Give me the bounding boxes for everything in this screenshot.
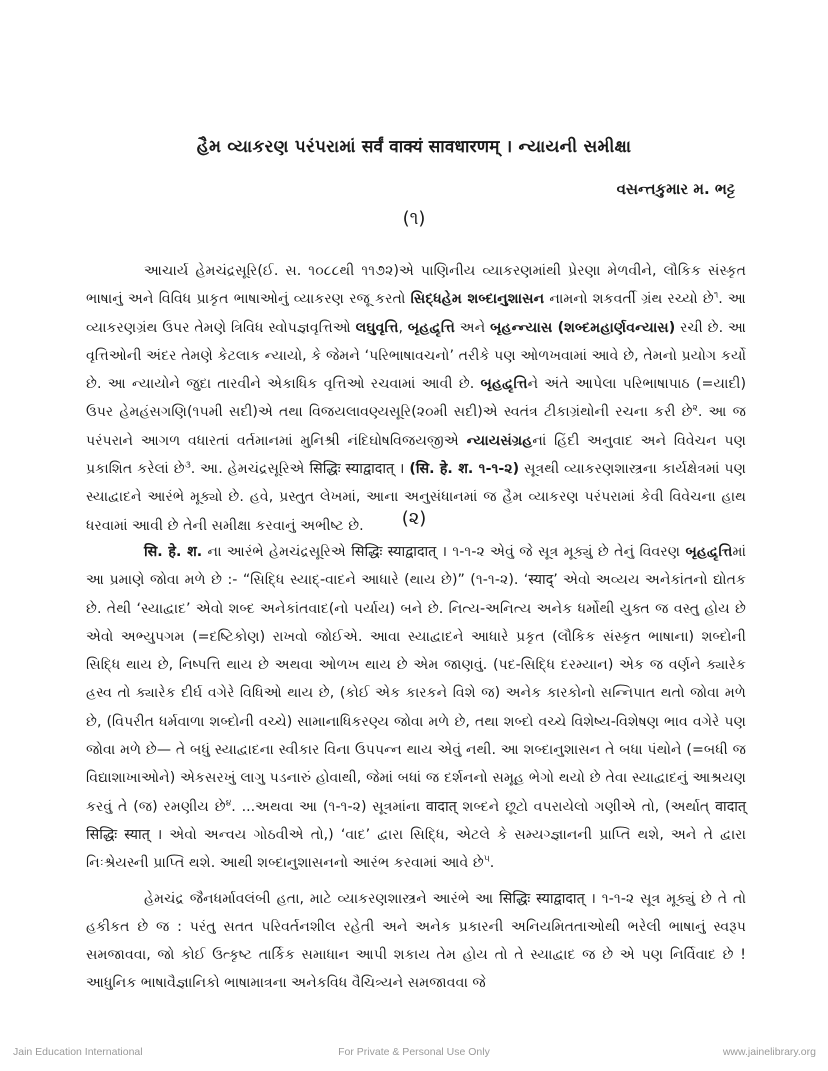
section-heading-1: (૧) bbox=[402, 208, 426, 229]
bold-term: બૃહદ્વૃત્તિ bbox=[685, 544, 733, 560]
paragraph bbox=[86, 257, 746, 540]
footnote-ref: ૪ bbox=[225, 797, 232, 808]
bold-term: ન્યાયસંગ્રહ bbox=[466, 432, 533, 449]
section-heading-2: (૨) bbox=[401, 508, 427, 529]
bold-term: બૃહદ્વૃત્તિ bbox=[407, 319, 455, 336]
footer-usage-note: For Private & Personal Use Only bbox=[338, 1046, 490, 1058]
footer-website-link[interactable]: www.jainelibrary.org bbox=[722, 1046, 816, 1058]
article-title: હૈમ વ્યાકરણ પરંપરામાં सर्वं वाक्यं सावधारणम् । ન્યાયની સમીક્ષા bbox=[196, 137, 632, 157]
text-run: નામનો શકવર્તી ગ્રંથ રચ્યો છે bbox=[544, 291, 714, 308]
text-run: . ...અથવા આ (૧-૧-૨) સૂત્રમાંના वादात् શબ્દને છૂટો વપરાયેલો ગણીએ તો, (અર્થાત્ वादात् सिद्धिः स्यात् । એવો અન્વય ગોઠવીએ તો,) ‘વાદ’ દ્વારા સિદ્ધિ, એટલે કે સમ્યગ્જ્ઞાનની પ્રાપ્તિ થશે, અને તે દ્વારા નિઃશ્રેયસ્ની પ્રાપ્તિ થશે. આથી શબ્દાનુશાસનનો આરંભ કરવામાં આવે છે bbox=[86, 798, 746, 872]
text-run: ના આરંભે હેમચંદ્રસૂરિએ सिद्धिः स्याद्वादात् । ૧-૧-૨ એવું જે સૂત્ર મૂક્યું છે તેનું વિવરણ bbox=[202, 544, 686, 560]
text-run: નાં હિંદી અનુવાદ અને વિવેચન પણ પ્રકાશિત કરેલાં છે bbox=[86, 432, 746, 478]
text-run: . આ જ પરંપરાને આગળ વધારતાં વર્તમાનમાં મુનિશ્રી નંદિઘોષવિજયજીએ bbox=[86, 404, 747, 449]
bold-term: (सि. हे. श. ૧-૧-૨) bbox=[409, 461, 520, 478]
text-run: અને bbox=[454, 319, 491, 336]
footnote-ref: ૩ bbox=[184, 460, 191, 471]
section-1-body bbox=[86, 257, 746, 540]
text-run: આચાર્ય હેમચંદ્રસૂરિ(ઈ. સ. ૧૦૮૮થી ૧૧૭૨)એ પાણિનીય વ્યાકરણમાંથી પ્રેરણા મેળવીને, લૌકિક સંસ્કૃત ભાષાનું અને વિવિધ પ્રાકૃત ભાષાઓનું વ્યાકરણ રજૂ કરતો bbox=[86, 263, 746, 308]
footnote-ref: ૨ bbox=[692, 403, 698, 414]
paragraph bbox=[86, 885, 746, 998]
bold-term: લઘુવૃત્તિ bbox=[355, 319, 399, 336]
footer-publisher: Jain Education International bbox=[13, 1046, 143, 1058]
bold-term: सि. हे. श. bbox=[144, 544, 203, 560]
text-run: , bbox=[398, 319, 408, 336]
section-2-body bbox=[86, 538, 746, 998]
text-run: માં આ પ્રમાણે જોવા મળે છે :- “સિદ્ધિ સ્યાદ્-વાદને આધારે (થાય છે)” (૧-૧-૨). ‘स्याद्’ એવો અવ્યય અનેકાંતનો દ્યોતક છે. તેથી ‘સ્યાદ્વાદ’ એવો શબ્દ અનેકાંતવાદ(નો પર્યાય) બને છે. નિત્ય-અનિત્ય અનેક ધર્મોથી યુક્ત જ વસ્તુ હોય છે એવો અભ્યુપગમ (=દષ્ટિકોણ) રાખવો જોઈએ. આવા સ્યાદ્વાદને આધારે પ્રકૃત (લૌકિક સંસ્કૃત ભાષાના) શબ્દોની સિદ્ધિ થાય છે, નિષ્પત્તિ થાય છે અથવા ઓળખ થાય છે એમ જાણવું. (પદ-સિદ્ધિ દરમ્યાન) એક જ વર્ણને ક્યારેક હ્રસ્વ તો ક્યારેક દીર્ઘ વગેરે વિધિઓ થાય છે, (કોઈ એક કારકને વિશે જ) અનેક કારકોનો સન્નિપાત થતો જોવા મળે છે, (વિપરીત ધર્મવાળા શબ્દોની વચ્ચે) સામાનાધિકરણ્ય જોવા મળે છે, તથા શબ્દો વચ્ચે વિશેષ્ય-વિશેષણ ભાવ વગેરે પણ જોવા મળે છે— તે બધું સ્યાદ્વાદના સ્વીકાર વિના ઉપપન્ન થાય એવું નથી. આ શબ્દાનુશાસન તે બધા પંથોને (=બધી જ વિદ્યાશાખાઓને) એકસરખું લાગુ પડનારું હોવાથી, જેમાં બધાં જ દર્શનનો સમૂહ ભેગો થયો છે તેવા સ્યાદ્વાદનું આશ્રયણ કરવું તે (જ) રમણીય છે bbox=[86, 544, 747, 815]
text-run: ને અંતે આપેલા પરિભાષાપાઠ (=યાદી) ઉપર હેમહંસગણિ(૧૫મી સદી)એ તથા વિજયલાવણ્યસૂરિ(૨૦મી સદી)એ સ્વતંત્ર ટીકાગ્રંથોની રચના કરી છે bbox=[86, 376, 746, 421]
bold-term: સિદ્ધહેમ શબ્દાનુશાસન bbox=[410, 291, 545, 308]
paragraph bbox=[86, 538, 746, 878]
text-run: . આ વ્યાકરણગ્રંથ ઉપર તેમણે ત્રિવિધ સ્વોપજ્ઞવૃત્તિઓ bbox=[86, 291, 746, 336]
footnote-ref: ૫ bbox=[483, 854, 490, 865]
footnote-ref: ૧ bbox=[713, 290, 719, 301]
text-run: . bbox=[489, 855, 495, 872]
text-run: . આ. હેમચંદ્રસૂરિએ सिद्धिः स्याद्वादात् । bbox=[190, 461, 410, 478]
author-name: વસન્તકુમાર મ. ભટ્ટ bbox=[616, 180, 735, 198]
bold-term: બૃહન્ન્યાસ (શબ્દમહાર્ણવન્યાસ) bbox=[490, 319, 676, 336]
bold-term: બૃહદ્વૃત્તિ bbox=[480, 376, 528, 393]
text-run: સૂત્રથી વ્યાકરણશાસ્ત્રના કાર્યક્ષેત્રમાં પણ સ્યાદ્વાદને આરંભે મૂક્યો છે. હવે, પ્રસ્તુત લેખમાં, આના અનુસંધાનમાં જ હૈમ વ્યાકરણ પરંપરામાં કેવી વિવેચના હાથ ધરવામાં આવી છે તેની સમીક્ષા કરવાનું અભીષ્ટ છે. bbox=[86, 461, 746, 534]
text-run: રચી છે. આ વૃત્તિઓની અંદર તેમણે કેટલાક ન્યાયો, કે જેમને ‘પરિભાષાવચનો’ તરીકે પણ ઓળખવામાં આવે છે, તેમનો પ્રયોગ કર્યો છે. આ ન્યાયોને જુદા તારવીને એકાધિક વૃત્તિઓ રચવામાં આવી છે. bbox=[86, 319, 746, 393]
text-run: હેમચંદ્ર જૈનધર્માવલંબી હતા, માટે વ્યાકરણશાસ્ત્રને આરંભે આ सिद्धिः स्याद्वादात् । ૧-૧-૨ સૂત્ર મૂક્યું છે તે તો હકીકત છે જ : પરંતુ સતત પરિવર્તનશીલ રહેતી અને અનેક પ્રકારની અનિયમિતતાઓથી ભરેલી ભાષાનું સ્વરૂપ સમજાવવા, જો કોઈ ઉત્કૃષ્ટ તાર્કિક સમાધાન આપી શકાય તેમ હોય તો તે સ્યાદ્વાદ જ છે એ પણ નિર્વિવાદ છે ! આધુનિક ભાષાવૈજ્ઞાનિકો ભાષામાત્રના અનેકવિધ વૈચિત્ર્યને સમજાવવા જે bbox=[86, 890, 746, 992]
